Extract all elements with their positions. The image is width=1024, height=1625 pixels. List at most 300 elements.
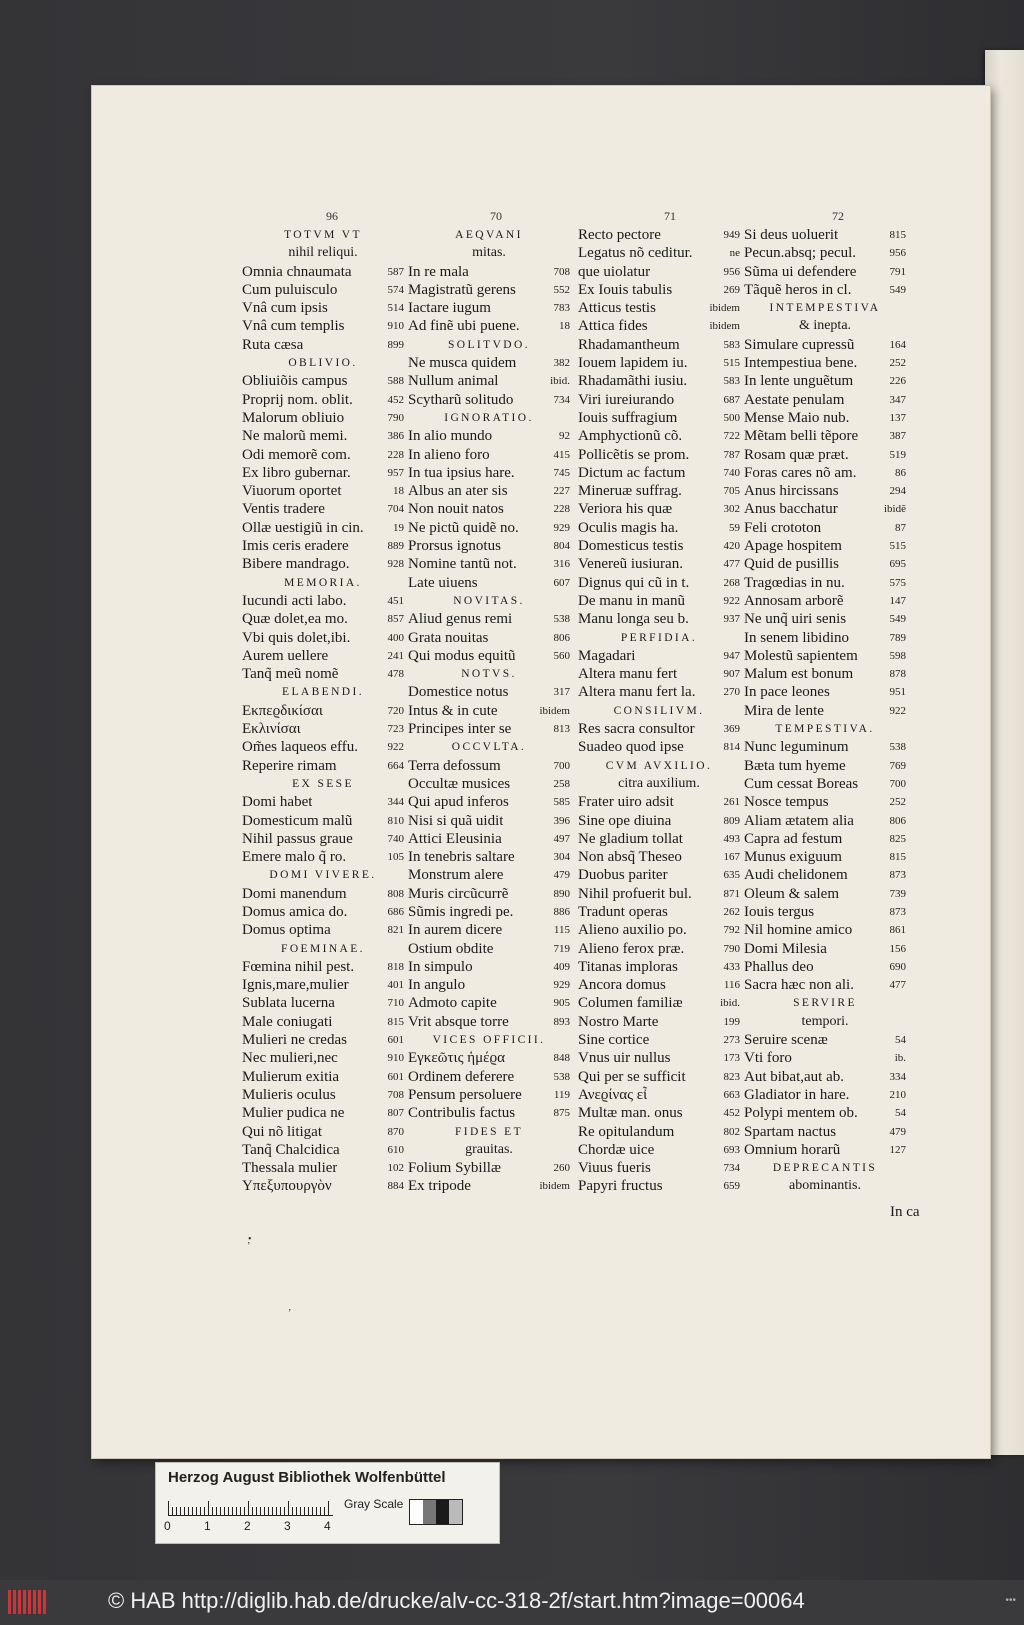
entry-number: 226 — [889, 375, 906, 388]
section-subheading: mitas. — [472, 245, 506, 261]
entry-number: 857 — [387, 613, 404, 626]
entry-text: Mulier pudica ne — [242, 1105, 345, 1122]
entry-number: 695 — [889, 558, 906, 571]
entry-number: 273 — [723, 1034, 740, 1047]
entry-number: 347 — [889, 393, 906, 406]
entry-number: 261 — [723, 796, 740, 809]
entry-text: Titanas imploras — [578, 958, 678, 975]
entry-number: 789 — [889, 631, 906, 644]
entry-text: Magadari — [578, 647, 636, 664]
entry-text: Malum est bonum — [744, 666, 854, 683]
index-entry — [578, 1013, 740, 1031]
entry-number: 102 — [387, 1162, 404, 1175]
entry-text: Nosce tempus — [744, 794, 829, 811]
index-entry — [578, 921, 740, 939]
index-entry — [744, 665, 906, 683]
entry-text: Quid de pusillis — [744, 556, 840, 573]
entry-text: In re mala — [408, 263, 469, 280]
index-entry — [242, 629, 404, 647]
entry-text: Iucundi acti labo. — [242, 592, 347, 609]
index-entry — [242, 647, 404, 665]
entry-text: Domus optima — [242, 922, 331, 939]
entry-number: 922 — [723, 594, 740, 607]
entry-text: Terra defossum — [408, 757, 501, 774]
entry-number: 949 — [723, 229, 740, 241]
entry-number: 690 — [889, 960, 906, 973]
entry-number: 575 — [889, 576, 906, 589]
index-entry — [242, 500, 404, 518]
ruler-tick — [200, 1507, 201, 1515]
entry-text: Contribulis factus — [408, 1105, 516, 1122]
index-entry — [242, 1013, 404, 1031]
ruler-tick — [176, 1507, 177, 1515]
entry-text: Columen familiæ — [578, 995, 683, 1012]
entry-text: Qui apud inferos — [408, 794, 509, 811]
ruler-tick — [240, 1507, 241, 1515]
entry-number: 262 — [723, 905, 740, 918]
section-subheading: grauitas. — [465, 1141, 513, 1157]
index-column-2 — [408, 226, 570, 1196]
ruler-tick — [292, 1507, 293, 1515]
index-entry — [242, 464, 404, 482]
section-heading: DEPRECANTIS — [772, 1162, 878, 1175]
entry-number: 922 — [889, 704, 906, 717]
entry-text: Multæ man. onus — [578, 1105, 683, 1122]
entry-number: ibid. — [550, 375, 570, 388]
entry-number: 693 — [723, 1143, 740, 1156]
entry-text: In lente unguẽtum — [744, 373, 854, 390]
index-entry — [744, 940, 906, 958]
entry-text: In pace leones — [744, 684, 830, 701]
entry-text: Tanq̃ meũ nomẽ — [242, 666, 339, 683]
entry-number: 825 — [889, 832, 906, 845]
entry-number: 870 — [387, 1125, 404, 1138]
entry-text: Nomine tantũ not. — [408, 556, 517, 573]
entry-number: 583 — [723, 375, 740, 388]
entry-number: ibidem — [539, 1180, 570, 1193]
index-entry — [744, 482, 906, 500]
entry-number: 910 — [387, 1052, 404, 1065]
index-entry — [408, 500, 570, 518]
entry-text: Iactare iugum — [408, 300, 491, 317]
ruler-tick — [284, 1507, 285, 1515]
ruler-tick — [276, 1507, 277, 1515]
entry-text: Dictum ac factum — [578, 464, 686, 481]
entry-number: 687 — [723, 393, 740, 406]
entry-number: 19 — [393, 521, 404, 534]
index-entry — [744, 1086, 906, 1104]
entry-number: 258 — [553, 777, 570, 790]
entry-number: 610 — [387, 1143, 404, 1156]
ruler-tick — [220, 1507, 221, 1515]
index-entry — [408, 464, 570, 482]
entry-text: Prorsus ignotus — [408, 538, 501, 555]
entry-text: Εκπεϱδικίσαι — [242, 702, 323, 719]
index-entry — [408, 775, 570, 793]
entry-text: Amphyctionũ cõ. — [578, 428, 683, 445]
index-entry — [578, 317, 740, 335]
entry-text: Viuus fueris — [578, 1160, 651, 1177]
entry-number: 873 — [889, 905, 906, 918]
entry-text: Altera manu fert la. — [578, 684, 696, 701]
ruler-tick — [188, 1507, 189, 1515]
index-entry — [408, 263, 570, 281]
ruler-tick — [312, 1507, 313, 1515]
index-entry — [744, 336, 906, 354]
entry-text: Mineruæ suffrag. — [578, 483, 682, 500]
ruler-tick — [224, 1507, 225, 1515]
index-entry — [408, 519, 570, 537]
entry-number: 861 — [889, 924, 906, 937]
entry-number: 893 — [553, 1015, 570, 1028]
entry-number: 115 — [553, 924, 570, 937]
entry-text: Suadeo quod ipse — [578, 739, 684, 756]
index-entry — [744, 1068, 906, 1086]
index-entry — [242, 482, 404, 500]
index-entry — [408, 629, 570, 647]
index-entry — [578, 1104, 740, 1122]
index-entry — [408, 793, 570, 811]
index-entry — [242, 427, 404, 445]
entry-number: 745 — [553, 466, 570, 479]
index-entry — [744, 1049, 906, 1067]
entry-number: 173 — [723, 1052, 740, 1065]
hab-logo-icon — [8, 1590, 48, 1614]
ruler-tick — [260, 1507, 261, 1515]
entry-text: Rosam quæ præt. — [744, 446, 849, 463]
entry-number: 700 — [889, 777, 906, 790]
entry-text: Papyri fructus — [578, 1178, 663, 1195]
entry-text: Intus & in cute — [408, 702, 498, 719]
index-entry — [242, 391, 404, 409]
ruler-tick — [204, 1507, 205, 1515]
ink-speck: ʼ — [288, 1308, 292, 1319]
entry-text: Mira de lente — [744, 702, 824, 719]
index-entry — [578, 592, 740, 610]
index-entry — [242, 1104, 404, 1122]
entry-text: Anus hircissans — [744, 483, 839, 500]
index-entry — [578, 482, 740, 500]
index-entry — [578, 1123, 740, 1141]
index-entry — [408, 372, 570, 390]
entry-number: 167 — [723, 851, 740, 864]
entry-text: Ne unq̃ uiri senis — [744, 611, 847, 628]
entry-number: 804 — [553, 540, 570, 553]
entry-text: Nil homine amico — [744, 922, 853, 939]
index-entry — [578, 1141, 740, 1159]
entry-text: Qui modus equitũ — [408, 647, 516, 664]
entry-text: Nullum animal — [408, 373, 499, 390]
section-subheading: & inepta. — [798, 318, 852, 334]
entry-number: 871 — [723, 887, 740, 900]
index-entry — [408, 610, 570, 628]
entry-text: Monstrum alere — [408, 867, 504, 884]
ruler-tick — [252, 1507, 253, 1515]
entry-text: Domi Milesia — [744, 940, 827, 957]
entry-text: que uiolatur — [578, 263, 651, 280]
ruler-tick — [216, 1507, 217, 1515]
entry-text: Ordinem deferere — [408, 1068, 515, 1085]
entry-text: Annosam arborẽ — [744, 592, 844, 609]
entry-text: Rhadamantheum — [578, 336, 680, 353]
index-entry — [408, 903, 570, 921]
scale-number: 2 — [244, 1519, 251, 1533]
index-entry — [744, 500, 906, 518]
entry-number: 252 — [889, 796, 906, 809]
entry-number: 587 — [387, 265, 404, 278]
entry-number: 875 — [553, 1107, 570, 1120]
section-heading: TOTVM VT — [284, 229, 362, 241]
entry-text: Omnia chnaumata — [242, 263, 352, 280]
ruler-tick — [228, 1507, 229, 1515]
entry-text: Folium Sybillæ — [408, 1160, 501, 1177]
entry-number: 228 — [553, 503, 570, 516]
entry-number: 452 — [723, 1107, 740, 1120]
index-entry — [578, 1068, 740, 1086]
entry-number: 659 — [723, 1180, 740, 1193]
entry-number: 415 — [553, 448, 570, 461]
entry-number: 635 — [723, 869, 740, 882]
index-entry — [408, 647, 570, 665]
entry-text: Υπεξυπουργὸν — [242, 1178, 332, 1195]
entry-text: Altera manu fert — [578, 666, 678, 683]
entry-number: 59 — [729, 521, 740, 534]
index-entry — [408, 940, 570, 958]
ruler-tick — [316, 1507, 317, 1515]
entry-text: Vnâ cum templis — [242, 318, 345, 335]
entry-number: 54 — [895, 1034, 906, 1047]
index-entry — [408, 299, 570, 317]
entry-text: Ex tripode — [408, 1178, 471, 1195]
entry-text: Aestate penulam — [744, 391, 845, 408]
index-column-4 — [744, 226, 906, 1196]
gray-swatch — [409, 1499, 463, 1525]
entry-number: 802 — [723, 1125, 740, 1138]
index-entry — [578, 940, 740, 958]
index-column-1 — [242, 226, 404, 1196]
index-entry — [578, 866, 740, 884]
entry-number: 734 — [723, 1162, 740, 1175]
entry-text: Munus exiguum — [744, 849, 842, 866]
entry-number: 601 — [387, 1034, 404, 1047]
entry-text: Ex Iouis tabulis — [578, 281, 673, 298]
index-entry — [578, 647, 740, 665]
index-entry — [578, 519, 740, 537]
index-entry — [408, 702, 570, 720]
ruler-tick — [256, 1507, 257, 1515]
index-entry — [578, 885, 740, 903]
entry-number: 663 — [723, 1088, 740, 1101]
entry-number: 905 — [553, 997, 570, 1010]
index-entry — [578, 464, 740, 482]
index-entry — [744, 464, 906, 482]
entry-number: 116 — [723, 979, 740, 992]
entry-text: Oleum & salem — [744, 885, 839, 902]
index-entry — [744, 757, 906, 775]
entry-number: 937 — [723, 613, 740, 626]
index-entry — [744, 775, 906, 793]
entry-text: Pensum persoluere — [408, 1086, 522, 1103]
entry-text: Domi habet — [242, 794, 313, 811]
entry-number: 137 — [889, 411, 906, 424]
entry-number: 147 — [889, 594, 906, 607]
entry-number: 269 — [723, 283, 740, 296]
section-heading: MEMORIA. — [284, 576, 362, 589]
entry-number: 493 — [723, 832, 740, 845]
index-entry — [242, 409, 404, 427]
entry-text: In angulo — [408, 977, 466, 994]
entry-text: Thessala mulier — [242, 1160, 338, 1177]
entry-number: 538 — [553, 1070, 570, 1083]
ruler-tick — [180, 1507, 181, 1515]
entry-text: Pollicẽtis se prom. — [578, 446, 690, 463]
index-entry — [578, 500, 740, 518]
entry-text: Res sacra consultor — [578, 721, 695, 738]
library-name: Herzog August Bibliothek Wolfenbüttel — [168, 1469, 446, 1486]
entry-text: Audi chelidonem — [744, 867, 848, 884]
entry-text: Aliud genus remi — [408, 611, 513, 628]
entry-text: Non nouit natos — [408, 501, 504, 518]
entry-text: In simpulo — [408, 958, 473, 975]
entry-number: 821 — [387, 924, 404, 937]
entry-number: 723 — [387, 723, 404, 736]
entry-number: 92 — [559, 430, 570, 443]
index-entry — [242, 446, 404, 464]
index-entry — [242, 720, 404, 738]
index-entry — [744, 281, 906, 299]
index-entry — [744, 683, 906, 701]
section-subheading: abominantis. — [789, 1178, 861, 1194]
footer-link[interactable]: © HAB http://diglib.hab.de/drucke/alv-cc-318-2f/start.htm?image=00064 — [108, 1588, 805, 1613]
entry-number: 708 — [387, 1088, 404, 1101]
entry-number: 210 — [889, 1088, 906, 1101]
entry-number: 790 — [387, 411, 404, 424]
gray-scale-label: Gray Scale — [344, 1497, 404, 1511]
page-number-left: 96 — [326, 209, 338, 223]
entry-number: 928 — [387, 558, 404, 571]
entry-number: 807 — [387, 1107, 404, 1120]
index-entry — [578, 244, 740, 262]
entry-number: 164 — [889, 338, 906, 351]
entry-text: Ollæ uestigiũ in cin. — [242, 519, 364, 536]
index-entry — [408, 1068, 570, 1086]
entry-number: 477 — [889, 979, 906, 992]
entry-number: 583 — [723, 338, 740, 351]
entry-number: 929 — [553, 521, 570, 534]
entry-number: 957 — [387, 466, 404, 479]
entry-text: Bæta tum hyeme — [744, 757, 846, 774]
entry-text: Rhadamãthi iusiu. — [578, 373, 688, 390]
entry-number: 956 — [889, 247, 906, 260]
entry-text: Aut bibat,aut ab. — [744, 1068, 844, 1085]
entry-text: Reperire rimam — [242, 757, 337, 774]
index-entry — [408, 885, 570, 903]
index-entry — [408, 958, 570, 976]
ink-speck: • — [248, 1234, 252, 1245]
index-entry — [408, 555, 570, 573]
index-entry — [744, 226, 906, 244]
index-entry — [408, 354, 570, 372]
index-entry — [242, 738, 404, 756]
index-entry — [242, 1123, 404, 1141]
entry-number: 956 — [723, 265, 740, 278]
entry-number: 686 — [387, 905, 404, 918]
entry-number: 791 — [889, 265, 906, 278]
index-entry — [242, 555, 404, 573]
index-entry — [242, 885, 404, 903]
entry-text: Ne malorũ memi. — [242, 428, 348, 445]
ruler-tick — [296, 1507, 297, 1515]
ruler-tick — [168, 1501, 169, 1515]
section-heading: SOLITVDO. — [448, 338, 530, 351]
entry-number: 560 — [553, 649, 570, 662]
entry-number: 783 — [553, 302, 570, 315]
entry-text: Atticus testis — [578, 300, 656, 317]
entry-text: Simulare cupressũ — [744, 336, 855, 353]
entry-text: Ventis tradere — [242, 501, 325, 518]
entry-number: 792 — [723, 924, 740, 937]
index-entry — [408, 281, 570, 299]
entry-text: Veriora his quæ — [578, 501, 673, 518]
entry-number: 334 — [889, 1070, 906, 1083]
index-entry — [744, 629, 906, 647]
ruler-tick — [300, 1507, 301, 1515]
entry-number: 951 — [889, 686, 906, 699]
index-entry — [744, 446, 906, 464]
entry-text: Sine cortice — [578, 1032, 650, 1049]
index-entry — [578, 976, 740, 994]
entry-number: 401 — [387, 979, 404, 992]
index-entry — [744, 263, 906, 281]
entry-number: 538 — [553, 613, 570, 626]
entry-text: Aliam ætatem alia — [744, 812, 854, 829]
ruler-tick — [184, 1507, 185, 1515]
column-number-3: 72 — [832, 209, 844, 223]
entry-number: 700 — [553, 759, 570, 772]
index-entry — [408, 720, 570, 738]
entry-text: In tua ipsius hare. — [408, 464, 515, 481]
index-entry — [578, 830, 740, 848]
entry-number: 704 — [387, 503, 404, 516]
entry-text: Grata nouitas — [408, 629, 489, 646]
entry-text: Capra ad festum — [744, 830, 843, 847]
entry-text: In aurem dicere — [408, 922, 503, 939]
entry-text: Εγκεῶτις ἡμέϱα — [408, 1050, 505, 1067]
entry-number: 127 — [889, 1143, 906, 1156]
entry-number: 270 — [723, 686, 740, 699]
entry-text: Iouis tergus — [744, 903, 815, 920]
index-entry — [408, 812, 570, 830]
section-heading: AEQVANI — [455, 229, 523, 241]
index-entry — [578, 958, 740, 976]
entry-text: Vrit absque torre — [408, 1013, 509, 1030]
entry-text: Domi manendum — [242, 885, 347, 902]
color-scale-card — [155, 1462, 500, 1544]
entry-number: ne — [729, 247, 740, 260]
entry-number: 818 — [387, 960, 404, 973]
entry-number: 574 — [387, 283, 404, 296]
section-heading: FIDES ET — [454, 1125, 524, 1138]
entry-number: 479 — [889, 1125, 906, 1138]
index-entry — [578, 683, 740, 701]
entry-number: 664 — [387, 759, 404, 772]
entry-number: 899 — [387, 338, 404, 351]
index-entry — [578, 720, 740, 738]
entry-text: Mẽtam belli tẽpore — [744, 428, 859, 445]
entry-number: 815 — [889, 229, 906, 241]
ruler-tick — [308, 1507, 309, 1515]
entry-text: Bibere mandrago. — [242, 556, 350, 573]
